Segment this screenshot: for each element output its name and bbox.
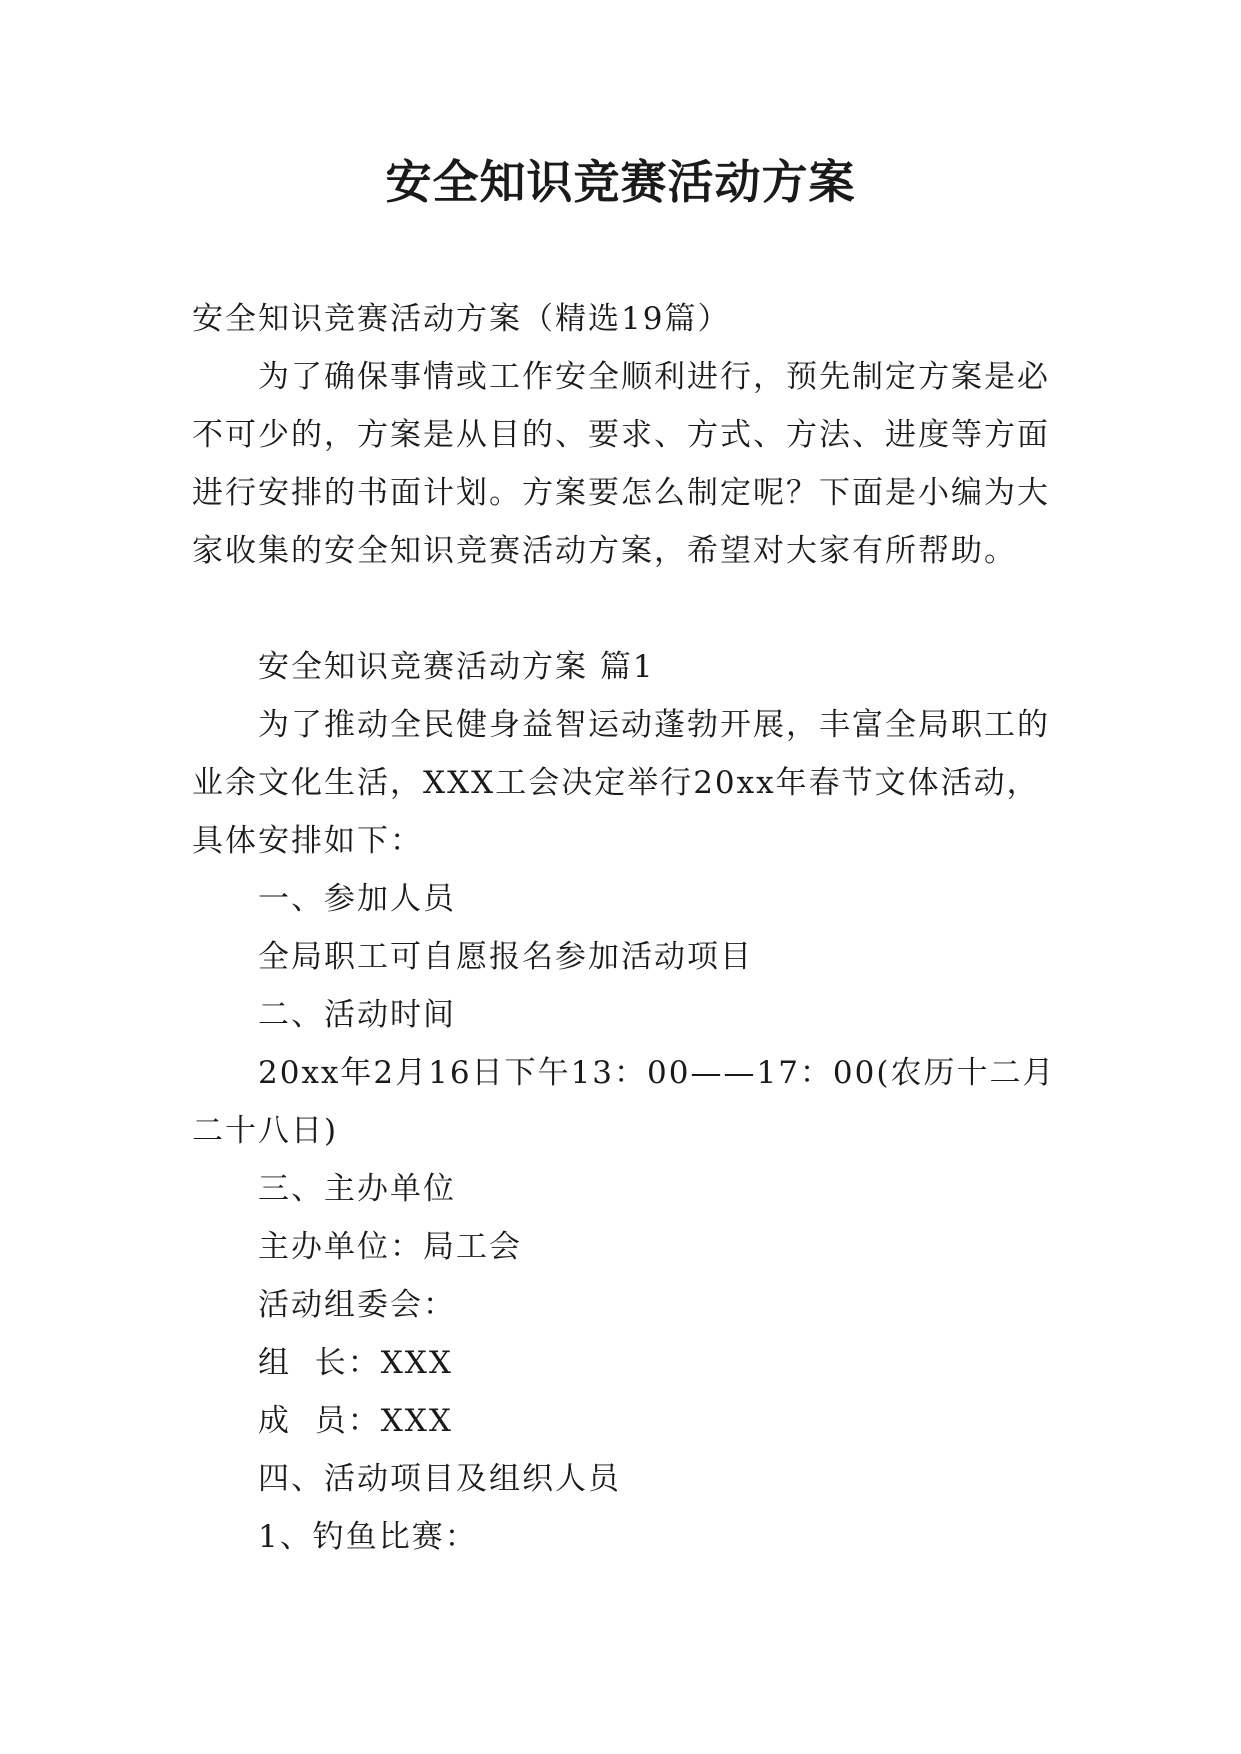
paragraph-committee: 活动组委会： (258, 1287, 456, 1323)
document-body (192, 290, 1062, 1566)
document-subtitle: 安全知识竞赛活动方案（精选19篇） (192, 301, 731, 337)
paragraph-participants: 全局职工可自愿报名参加活动项目 (258, 939, 753, 975)
heading-organizer: 三、主办单位 (258, 1171, 456, 1207)
heading-time: 二、活动时间 (258, 997, 456, 1033)
paragraph-organizer: 主办单位：局工会 (258, 1229, 522, 1265)
paragraph-fishing: 1、钓鱼比赛： (258, 1519, 478, 1555)
intro-paragraph: 为了确保事情或工作安全顺利进行，预先制定方案是必不可少的，方案是从目的、要求、方式、方法、进度等方面进行安排的书面计划。方案要怎么制定呢？下面是小编为大家收集的安全知识竞赛活动方案，希望对大家有所帮助。 (192, 359, 1050, 569)
paragraph-members: 成 员：XXX (258, 1403, 453, 1439)
paragraph-purpose: 为了推动全民健身益智运动蓬勃开展，丰富全局职工的业余文化生活，XXX工会决定举行20xx年春节文体活动，具体安排如下： (192, 707, 1050, 859)
document-title: 安全知识竞赛活动方案 (385, 155, 856, 209)
heading-activities: 四、活动项目及组织人员 (258, 1461, 621, 1497)
paragraph-leader: 组 长：XXX (258, 1345, 453, 1381)
paragraph-time: 20xx年2月16日下午13：00——17：00(农历十二月二十八日) (192, 1055, 1056, 1149)
heading-participants: 一、参加人员 (258, 881, 456, 917)
section-heading: 安全知识竞赛活动方案 篇1 (258, 649, 655, 685)
